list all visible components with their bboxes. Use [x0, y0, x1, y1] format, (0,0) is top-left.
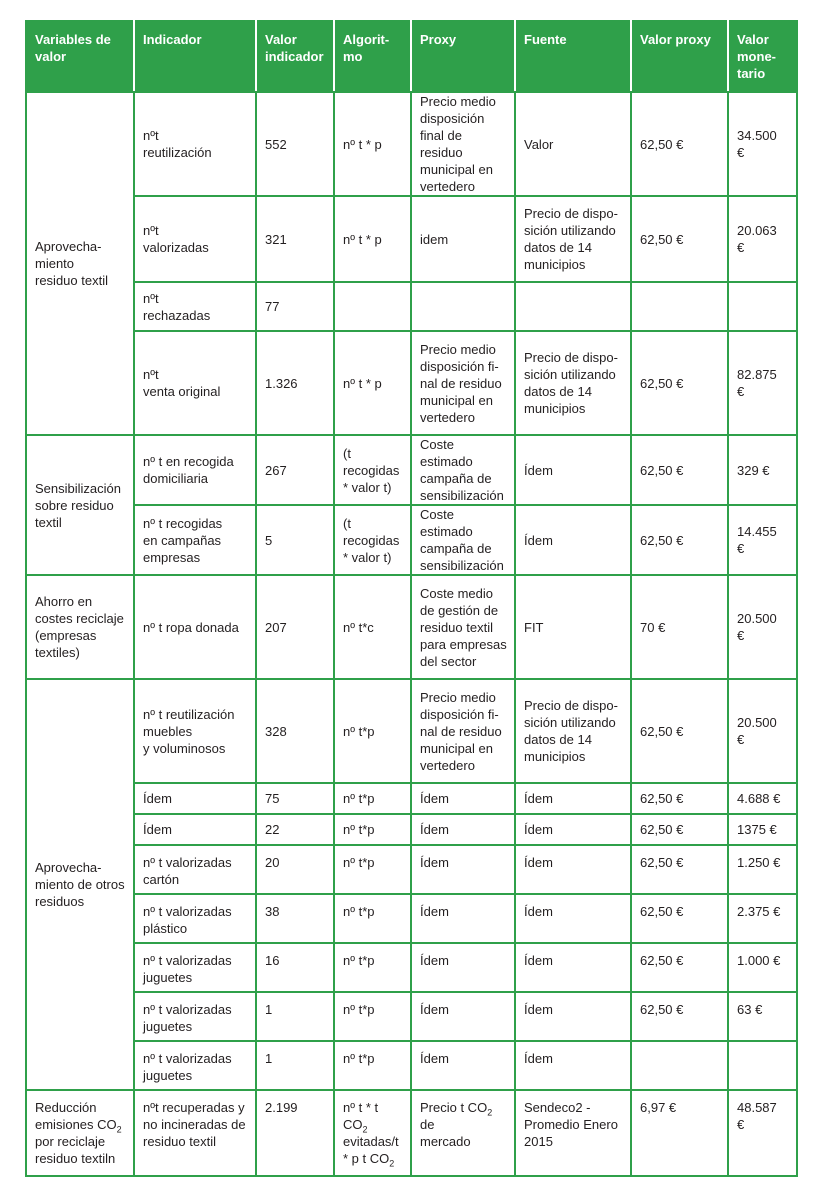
proxy-part: Precio t CO — [420, 1100, 488, 1115]
algorithm-cell: nº t * p — [334, 196, 411, 282]
proxy-cell: Precio medio disposición final de residuo municipal en vertedero — [411, 92, 515, 196]
proxy-part: de mercado — [420, 1117, 471, 1149]
indicator-cell: nº t valorizadas cartón — [134, 845, 256, 894]
indicator-value-cell: 2.199 — [256, 1090, 334, 1176]
source-cell: Sendeco2 - Promedio Enero 2015 — [515, 1090, 631, 1176]
indicator-cell: nºt recuperadas y no incineradas de residuo textil — [134, 1090, 256, 1176]
table-row — [26, 196, 797, 282]
algorithm-cell: nº t*p — [334, 783, 411, 814]
indicator-value-cell: 75 — [256, 783, 334, 814]
group-label: Aprovecha- miento de otros residuos — [26, 679, 134, 1090]
proxy-value-cell — [631, 1041, 728, 1090]
source-cell: Ídem — [515, 505, 631, 575]
proxy-value-cell: 70 € — [631, 575, 728, 679]
indicator-value-cell: 16 — [256, 943, 334, 992]
source-cell: Precio de dispo- sición utilizando datos de 14 municipios — [515, 331, 631, 435]
proxy-value-cell: 62,50 € — [631, 894, 728, 943]
source-cell: Precio de dispo- sición utilizando datos de 14 municipios — [515, 679, 631, 783]
indicator-cell: Ídem — [134, 814, 256, 845]
proxy-value-cell: 62,50 € — [631, 331, 728, 435]
monetary-value-cell: 48.587 € — [728, 1090, 797, 1176]
proxy-value-cell: 62,50 € — [631, 679, 728, 783]
algorithm-cell: nº t*p — [334, 679, 411, 783]
monetary-value-cell: 4.688 € — [728, 783, 797, 814]
algorithm-cell: nº t*p — [334, 845, 411, 894]
table-row — [26, 282, 797, 331]
indicator-value-cell: 22 — [256, 814, 334, 845]
proxy-cell: Precio medio disposición fi- nal de residuo municipal en vertedero — [411, 679, 515, 783]
indicator-value-cell: 207 — [256, 575, 334, 679]
indicator-value-cell: 552 — [256, 92, 334, 196]
source-cell: Ídem — [515, 814, 631, 845]
indicator-cell: nºt reutilización — [134, 92, 256, 196]
table-row — [26, 845, 797, 894]
indicator-cell: nº t valorizadas juguetes — [134, 992, 256, 1041]
indicator-cell: nº t reutilización muebles y voluminosos — [134, 679, 256, 783]
table-row — [26, 331, 797, 435]
co2-subscript: 2 — [116, 1124, 122, 1135]
algorithm-cell: nº t * p — [334, 92, 411, 196]
proxy-cell: Ídem — [411, 814, 515, 845]
proxy-value-cell: 62,50 € — [631, 783, 728, 814]
table-row — [26, 992, 797, 1041]
indicator-cell: nºt valorizadas — [134, 196, 256, 282]
social-value-table — [25, 20, 798, 1177]
indicator-cell: nº t valorizadas plástico — [134, 894, 256, 943]
group-label: Sensibilización sobre residuo textil — [26, 435, 134, 575]
group-label-part: Reducción emisiones CO — [35, 1100, 117, 1132]
proxy-cell: Ídem — [411, 992, 515, 1041]
co2-subscript: 2 — [487, 1107, 493, 1118]
col-header-valor-indicador: Valor indicador — [256, 21, 334, 92]
monetary-value-cell: 329 € — [728, 435, 797, 505]
algorithm-cell: nº t*p — [334, 1041, 411, 1090]
table-row — [26, 92, 797, 196]
proxy-value-cell: 62,50 € — [631, 943, 728, 992]
proxy-cell: Ídem — [411, 894, 515, 943]
source-cell: Ídem — [515, 943, 631, 992]
proxy-value-cell: 62,50 € — [631, 814, 728, 845]
algorithm-cell — [334, 1090, 411, 1176]
indicator-cell: nºt rechazadas — [134, 282, 256, 331]
indicator-value-cell: 20 — [256, 845, 334, 894]
col-header-valor-monetario: Valor mone- tario — [728, 21, 797, 92]
source-cell: Ídem — [515, 1041, 631, 1090]
monetary-value-cell: 2.375 € — [728, 894, 797, 943]
indicator-cell: nº t recogidas en campañas empresas — [134, 505, 256, 575]
algorithm-cell: (t recogidas * valor t) — [334, 505, 411, 575]
proxy-cell: Coste estimado campaña de sensibilización — [411, 435, 515, 505]
monetary-value-cell: 34.500 € — [728, 92, 797, 196]
table-row — [26, 783, 797, 814]
indicator-value-cell: 77 — [256, 282, 334, 331]
source-cell: Ídem — [515, 894, 631, 943]
co2-subscript: 2 — [362, 1124, 368, 1135]
proxy-value-cell: 6,97 € — [631, 1090, 728, 1176]
monetary-value-cell: 1375 € — [728, 814, 797, 845]
monetary-value-cell: 1.250 € — [728, 845, 797, 894]
source-cell: Ídem — [515, 845, 631, 894]
source-cell: Valor — [515, 92, 631, 196]
source-cell: Ídem — [515, 435, 631, 505]
col-header-valor-proxy: Valor proxy — [631, 21, 728, 92]
monetary-value-cell: 20.500 € — [728, 679, 797, 783]
indicator-value-cell: 1 — [256, 992, 334, 1041]
source-cell: Ídem — [515, 992, 631, 1041]
algorithm-cell: nº t*p — [334, 992, 411, 1041]
proxy-value-cell: 62,50 € — [631, 196, 728, 282]
proxy-cell: Ídem — [411, 1041, 515, 1090]
proxy-value-cell: 62,50 € — [631, 92, 728, 196]
co2-subscript: 2 — [389, 1158, 395, 1169]
table-row — [26, 943, 797, 992]
table-row — [26, 1090, 797, 1176]
table-row — [26, 575, 797, 679]
source-cell: FIT — [515, 575, 631, 679]
indicator-value-cell: 1.326 — [256, 331, 334, 435]
proxy-cell: Coste medio de gestión de residuo textil para empresas del sector — [411, 575, 515, 679]
indicator-value-cell: 38 — [256, 894, 334, 943]
algorithm-cell: nº t*c — [334, 575, 411, 679]
algorithm-cell — [334, 282, 411, 331]
col-header-fuente: Fuente — [515, 21, 631, 92]
table-row — [26, 679, 797, 783]
source-cell: Precio de dispo- sición utilizando datos de 14 municipios — [515, 196, 631, 282]
algorithm-cell: nº t * p — [334, 331, 411, 435]
table-row — [26, 1041, 797, 1090]
proxy-cell: Precio medio disposición fi- nal de residuo municipal en vertedero — [411, 331, 515, 435]
table-row — [26, 814, 797, 845]
indicator-cell: nº t ropa donada — [134, 575, 256, 679]
proxy-value-cell: 62,50 € — [631, 435, 728, 505]
table-row — [26, 505, 797, 575]
monetary-value-cell — [728, 1041, 797, 1090]
algorithm-part: nº t * t CO — [343, 1100, 379, 1132]
monetary-value-cell: 14.455 € — [728, 505, 797, 575]
algorithm-cell: nº t*p — [334, 943, 411, 992]
group-label: Ahorro en costes reciclaje (empresas textiles) — [26, 575, 134, 679]
source-cell: Ídem — [515, 783, 631, 814]
monetary-value-cell — [728, 282, 797, 331]
proxy-value-cell: 62,50 € — [631, 505, 728, 575]
indicator-cell: nº t valorizadas juguetes — [134, 943, 256, 992]
algorithm-cell: (t recogidas * valor t) — [334, 435, 411, 505]
indicator-value-cell: 1 — [256, 1041, 334, 1090]
monetary-value-cell: 1.000 € — [728, 943, 797, 992]
proxy-cell: Ídem — [411, 783, 515, 814]
algorithm-cell: nº t*p — [334, 814, 411, 845]
group-label: Aprovecha- miento residuo textil — [26, 92, 134, 435]
proxy-value-cell: 62,50 € — [631, 992, 728, 1041]
algorithm-part: evitadas/t * p t CO — [343, 1134, 399, 1166]
proxy-cell: Coste estimado campaña de sensibilización — [411, 505, 515, 575]
col-header-variables: Variables de valor — [26, 21, 134, 92]
proxy-value-cell — [631, 282, 728, 331]
indicator-value-cell: 328 — [256, 679, 334, 783]
indicator-cell: nº t en recogida domiciliaria — [134, 435, 256, 505]
indicator-value-cell: 321 — [256, 196, 334, 282]
col-header-proxy: Proxy — [411, 21, 515, 92]
indicator-cell: nº t valorizadas juguetes — [134, 1041, 256, 1090]
monetary-value-cell: 82.875 € — [728, 331, 797, 435]
proxy-cell — [411, 1090, 515, 1176]
indicator-value-cell: 5 — [256, 505, 334, 575]
header-row — [26, 21, 797, 92]
indicator-cell: nºt venta original — [134, 331, 256, 435]
proxy-cell: Ídem — [411, 845, 515, 894]
monetary-value-cell: 63 € — [728, 992, 797, 1041]
group-label-part: por reciclaje residuo textiln — [35, 1134, 116, 1166]
source-cell — [515, 282, 631, 331]
indicator-cell: Ídem — [134, 783, 256, 814]
table-row — [26, 435, 797, 505]
col-header-algoritmo: Algorit- mo — [334, 21, 411, 92]
monetary-value-cell: 20.063 € — [728, 196, 797, 282]
proxy-cell: Ídem — [411, 943, 515, 992]
col-header-indicador: Indicador — [134, 21, 256, 92]
table-row — [26, 894, 797, 943]
monetary-value-cell: 20.500 € — [728, 575, 797, 679]
group-label — [26, 1090, 134, 1176]
indicator-value-cell: 267 — [256, 435, 334, 505]
proxy-cell: idem — [411, 196, 515, 282]
table-header — [26, 21, 797, 92]
proxy-value-cell: 62,50 € — [631, 845, 728, 894]
algorithm-cell: nº t*p — [334, 894, 411, 943]
proxy-cell — [411, 282, 515, 331]
